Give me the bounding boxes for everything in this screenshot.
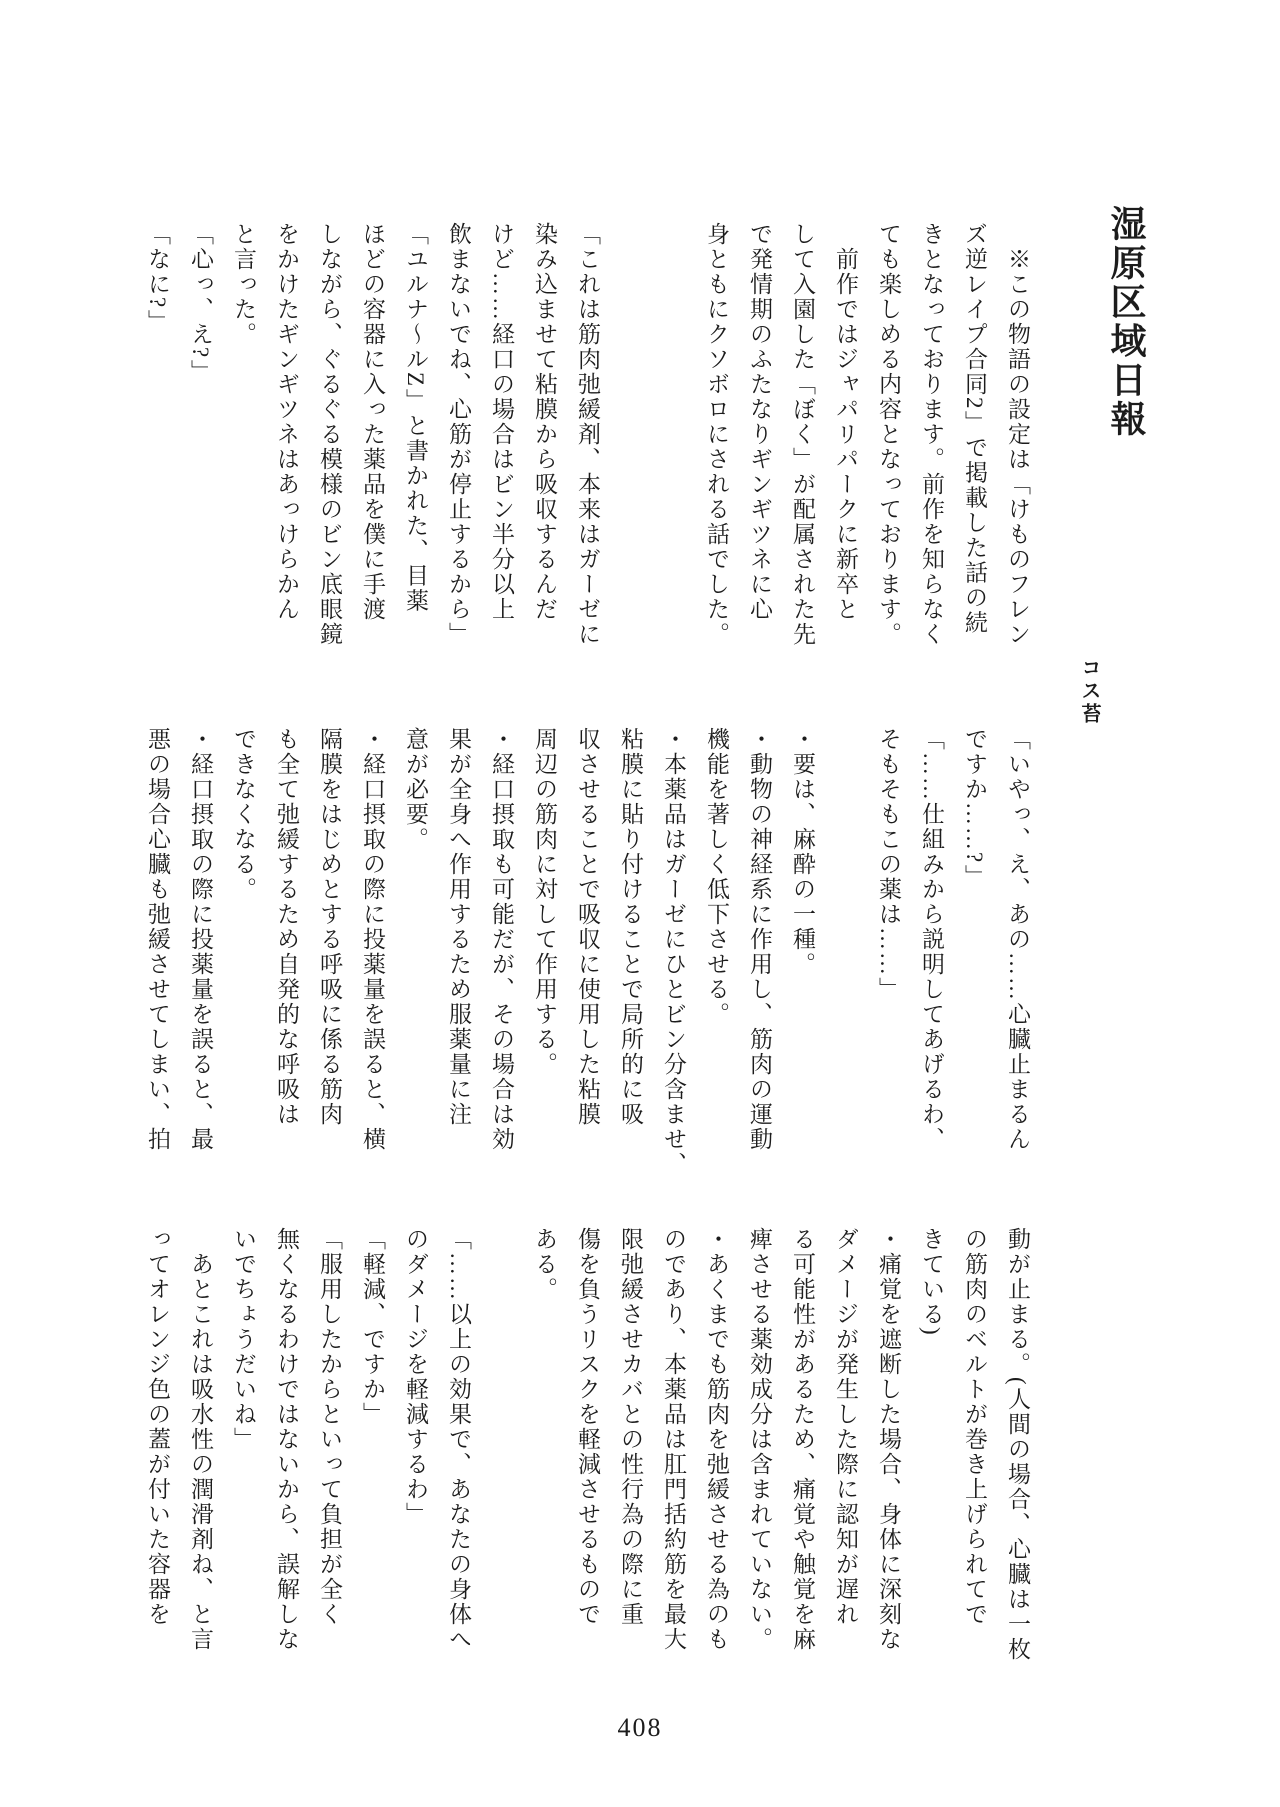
text-column: 飲まないでね、心筋が停止するから」 bbox=[446, 222, 471, 647]
text-column: 痺させる薬効成分は含まれていない。 bbox=[747, 1227, 772, 1652]
text-column: 「軽減、ですか」 bbox=[360, 1227, 385, 1427]
text-column: のであり、本薬品は肛門括約筋を最大 bbox=[661, 1227, 686, 1652]
text-band-bottom bbox=[145, 1227, 1030, 1689]
text-column: で発情期のふたなりギンギツネに心 bbox=[747, 222, 772, 622]
text-column: ってオレンジ色の蓋が付いた容器を bbox=[145, 1227, 170, 1627]
author-name: コス苔 bbox=[1078, 657, 1100, 726]
text-column: きとなっております。前作を知らなく bbox=[919, 222, 944, 647]
text-column: 前作ではジャパリパークに新卒と bbox=[833, 222, 858, 622]
text-column: ても楽しめる内容となっております。 bbox=[876, 222, 901, 647]
text-column: あとこれは吸水性の潤滑剤ね、と言 bbox=[188, 1227, 213, 1652]
text-column: と言った。 bbox=[231, 222, 256, 347]
blank-column bbox=[489, 1227, 514, 1687]
text-column: 染み込ませて粘膜から吸収するんだ bbox=[532, 222, 557, 622]
text-column: ・経口摂取の際に投薬量を誤ると、最 bbox=[188, 727, 213, 1152]
text-column: 「心っ、え?」 bbox=[188, 222, 213, 385]
text-column: 収させることで吸収に使用した粘膜 bbox=[575, 727, 600, 1127]
text-column: ダメージが発生した際に認知が遅れ bbox=[833, 1227, 858, 1627]
blank-column bbox=[661, 222, 686, 682]
text-column: そもそもこの薬は……」 bbox=[876, 727, 901, 1002]
text-column: をかけたギンギツネはあっけらかん bbox=[274, 222, 299, 622]
text-column: できなくなる。 bbox=[231, 727, 256, 902]
page-title: 湿原区域日報 bbox=[1106, 205, 1146, 439]
text-column: ・痛覚を遮断した場合、身体に深刻な bbox=[876, 1227, 901, 1652]
text-column: 果が全身へ作用するため服薬量に注 bbox=[446, 727, 471, 1127]
text-column: 「なに?」 bbox=[145, 222, 170, 335]
text-column: 隔膜をはじめとする呼吸に係る筋肉 bbox=[317, 727, 342, 1127]
text-band-top bbox=[145, 222, 1030, 684]
text-column: ・あくまでも筋肉を弛緩させる為のも bbox=[704, 1227, 729, 1652]
text-column: 「ユルナ〜ルZ」と書かれた、目薬 bbox=[403, 222, 428, 614]
text-column: 傷を負うリスクを軽減させるもので bbox=[575, 1227, 600, 1627]
text-column: 「いやっ、え、あの……心臓止まるん bbox=[1005, 727, 1030, 1152]
text-column: の筋肉のベルトが巻き上げられてで bbox=[962, 1227, 987, 1627]
text-column: 周辺の筋肉に対して作用する。 bbox=[532, 727, 557, 1077]
text-column: ・経口摂取も可能だが、その場合は効 bbox=[489, 727, 514, 1152]
text-column: ズ逆レイプ合同2」で掲載した話の続 bbox=[962, 222, 987, 636]
text-column: 粘膜に貼り付けることで局所的に吸 bbox=[618, 727, 643, 1127]
text-column: も全て弛緩するため自発的な呼吸は bbox=[274, 727, 299, 1127]
text-column: 「……仕組みから説明してあげるわ、 bbox=[919, 727, 944, 1152]
text-column: 「……以上の効果で、あなたの身体へ bbox=[446, 1227, 471, 1652]
text-column: ※この物語の設定は「けものフレン bbox=[1005, 222, 1030, 647]
text-column: ・要は、麻酔の一種。 bbox=[790, 727, 815, 977]
text-column: けど……経口の場合はビン半分以上 bbox=[489, 222, 514, 622]
page-number: 408 bbox=[617, 1713, 663, 1742]
blank-column bbox=[833, 727, 858, 1187]
text-band-middle bbox=[145, 727, 1030, 1189]
text-column: ですか……?」 bbox=[962, 727, 987, 890]
text-column: る可能性があるため、痛覚や触覚を麻 bbox=[790, 1227, 815, 1652]
text-column: ほどの容器に入った薬品を僕に手渡 bbox=[360, 222, 385, 622]
text-column: して入園した「ぼく」が配属された先 bbox=[790, 222, 815, 647]
text-column: 無くなるわけではないから、誤解しな bbox=[274, 1227, 299, 1652]
text-column: ・経口摂取の際に投薬量を誤ると、横 bbox=[360, 727, 385, 1152]
text-column: 動が止まる。(人間の場合、心臓は一枚 bbox=[1005, 1227, 1030, 1662]
text-column: 身ともにクソボロにされる話でした。 bbox=[704, 222, 729, 647]
text-column: いでちょうだいね」 bbox=[231, 1227, 256, 1452]
text-column: ・動物の神経系に作用し、筋肉の運動 bbox=[747, 727, 772, 1152]
text-column: ・本薬品はガーゼにひとビン分含ませ、 bbox=[661, 727, 686, 1177]
text-column: ある。 bbox=[532, 1227, 557, 1302]
text-column: きている) bbox=[919, 1227, 944, 1337]
text-column: 限弛緩させカバとの性行為の際に重 bbox=[618, 1227, 643, 1627]
text-column: しながら、ぐるぐる模様のビン底眼鏡 bbox=[317, 222, 342, 647]
text-column: 「服用したからといって負担が全く bbox=[317, 1227, 342, 1627]
text-column: 悪の場合心臓も弛緩させてしまい、拍 bbox=[145, 727, 170, 1152]
text-column: 意が必要。 bbox=[403, 727, 428, 852]
text-column: 機能を著しく低下させる。 bbox=[704, 727, 729, 1027]
blank-column bbox=[618, 222, 643, 682]
text-column: のダメージを軽減するわ」 bbox=[403, 1227, 428, 1527]
text-column: 「これは筋肉弛緩剤、本来はガーゼに bbox=[575, 222, 600, 647]
